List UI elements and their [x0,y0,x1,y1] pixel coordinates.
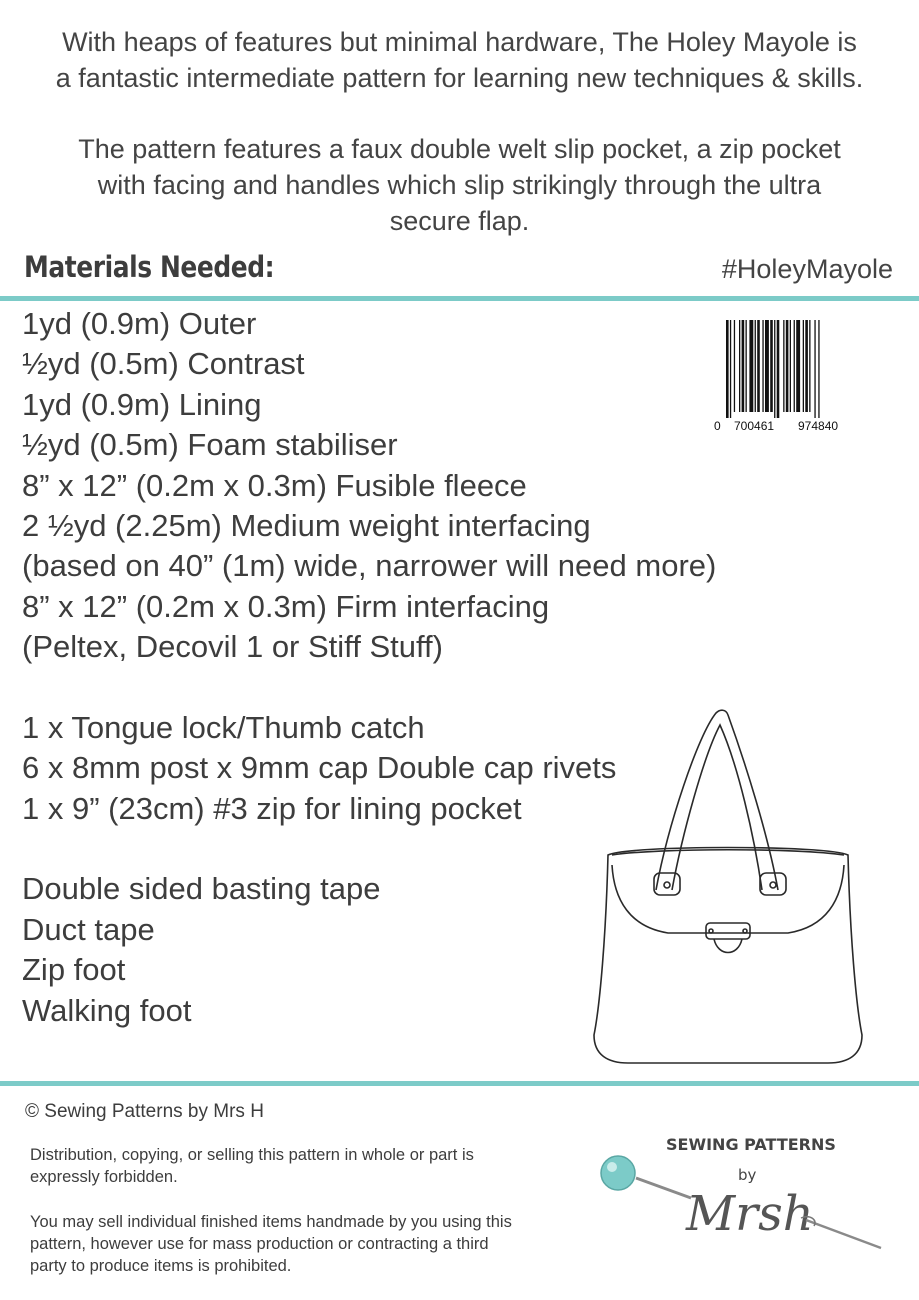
material-item: 1yd (0.9m) Lining [22,386,262,422]
barcode-bar [757,320,760,412]
materials-heading: Materials Needed: [24,250,275,284]
intro-paragraph-1 [0,24,919,96]
intro-line: secure flap. [389,206,530,236]
barcode-bar [794,320,795,412]
barcode-bar [746,320,747,412]
material-item: ½yd (0.5m) Contrast [22,346,305,382]
legal-line: Distribution, copying, or selling this pattern in whole or part is [30,1146,474,1164]
bottom-divider [0,1081,919,1086]
top-divider [0,296,919,301]
barcode-digits-mid: 700461 [734,419,775,433]
material-item: (Peltex, Decovil 1 or Stiff Stuff) [22,629,443,665]
notion-item: Zip foot [22,952,126,988]
barcode [712,318,872,438]
barcode-bar [774,320,775,418]
legal-line: expressly forbidden. [30,1168,178,1186]
intro-line: with facing and handles which slip strikingly through the ultra [97,170,822,200]
legal-line: party to produce items is prohibited. [30,1257,292,1275]
legal-notice-2 [30,1211,575,1277]
material-item: 8” x 12” (0.2m x 0.3m) Firm interfacing [22,588,550,624]
barcode-bar [730,320,731,418]
logo-line-3: Mrsh [686,1186,814,1242]
brand-logo [596,1128,896,1263]
barcode-bar [765,320,769,412]
hardware-item: 1 x 9” (23cm) #3 zip for lining pocket [22,790,522,826]
pin-shaft-icon [636,1178,691,1198]
barcode-bar [803,320,804,412]
barcode-bars [726,320,820,418]
copyright: © Sewing Patterns by Mrs H [25,1101,264,1122]
hardware-item: 1 x Tongue lock/Thumb catch [22,709,425,745]
barcode-bar [749,320,753,412]
hashtag: #HoleyMayole [721,254,893,284]
notion-item: Double sided basting tape [22,871,381,907]
barcode-bar [762,320,763,412]
intro-paragraph-2 [0,131,919,239]
barcode-bar [814,320,815,418]
barcode-bar [755,320,756,412]
barcode-bar [734,320,735,412]
barcode-bar [783,320,784,412]
notion-item: Walking foot [22,992,192,1028]
list-spacer [22,668,716,708]
barcode-bar [805,320,808,412]
hardware-item: 6 x 8mm post x 9mm cap Double cap rivets [22,750,617,786]
material-item: 2 ½yd (2.25m) Medium weight interfacing [22,507,591,543]
legal-line: pattern, however use for mass production or contracting a third [30,1235,489,1253]
logo-line-1: SEWING PATTERNS [666,1135,836,1154]
barcode-bar [770,320,773,412]
barcode-bar [809,320,810,412]
barcode-digit-left: 0 [714,419,721,433]
barcode-bar [786,320,789,412]
pin-head-icon [601,1156,635,1190]
bag-illustration [578,705,878,1070]
legal-notice-1 [30,1144,575,1188]
material-item: 8” x 12” (0.2m x 0.3m) Fusible fleece [22,467,527,503]
needle-icon [806,1220,881,1248]
intro-line: The pattern features a faux double welt slip pocket, a zip pocket [78,134,841,164]
material-item: ½yd (0.5m) Foam stabiliser [22,427,398,463]
barcode-bar [739,320,740,412]
barcode-bar [742,320,745,412]
barcode-bar [777,320,780,418]
barcode-bar [726,320,729,418]
material-item: 1yd (0.9m) Outer [22,306,257,341]
material-item: (based on 40” (1m) wide, narrower will need more) [22,548,717,584]
barcode-digits-right: 974840 [798,419,839,433]
barcode-bar [818,320,819,418]
barcode-bar [796,320,800,412]
notion-item: Duct tape [22,911,155,947]
intro-line: a fantastic intermediate pattern for learning new techniques & skills. [55,63,864,93]
logo-line-2: by [738,1166,757,1184]
legal-line: You may sell individual finished items handmade by you using this [30,1213,512,1231]
barcode-bar [790,320,791,412]
intro-line: With heaps of features but minimal hardware, The Holey Mayole is [62,27,857,57]
